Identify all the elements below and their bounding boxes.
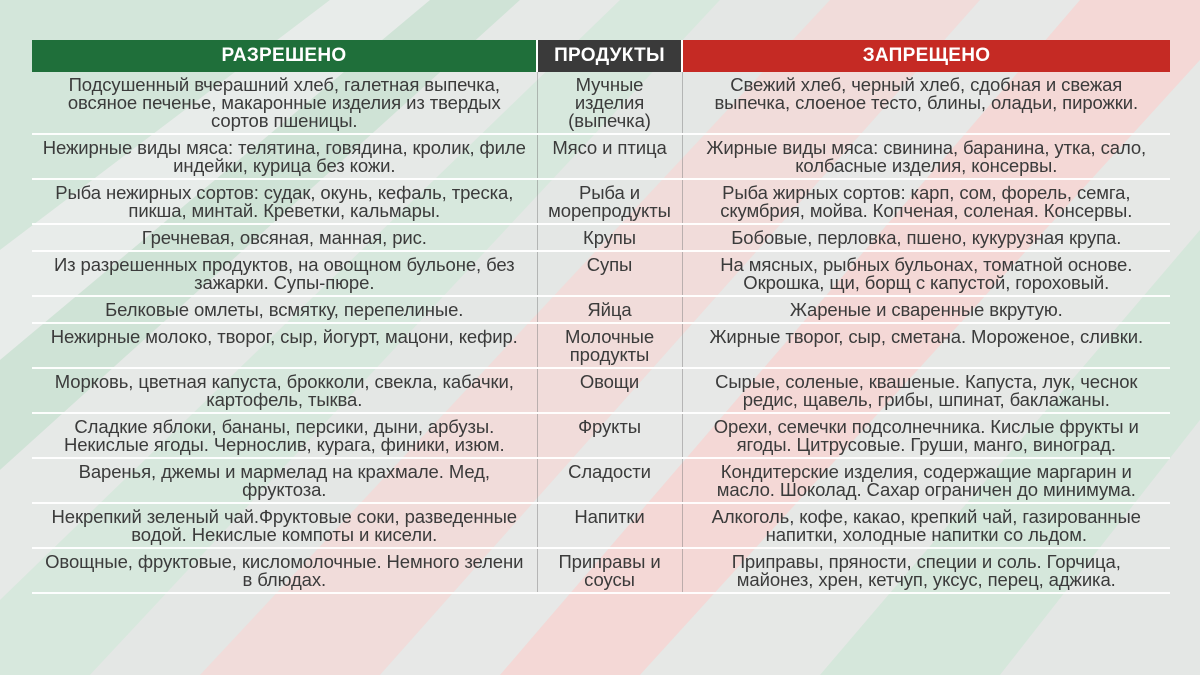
cell-forbidden: Свежий хлеб, черный хлеб, сдобная и свежая выпечка, слоеное тесто, блины, оладьи, пирожки. (682, 72, 1170, 134)
table-row (32, 296, 1170, 323)
table-row (32, 224, 1170, 251)
cell-allowed: Белковые омлеты, всмятку, перепелиные. (32, 296, 537, 323)
cell-forbidden: Жареные и сваренные вкрутую. (682, 296, 1170, 323)
diet-table (32, 40, 1170, 594)
cell-forbidden: Рыба жирных сортов: карп, сом, форель, семга, скумбрия, мойва. Копченая, соленая. Консервы. (682, 179, 1170, 224)
cell-allowed: Гречневая, овсяная, манная, рис. (32, 224, 537, 251)
table-header-row (32, 40, 1170, 72)
cell-product: Овощи (537, 368, 682, 413)
table-row (32, 179, 1170, 224)
table-row (32, 72, 1170, 134)
cell-product: Приправы и соусы (537, 548, 682, 593)
cell-product: Крупы (537, 224, 682, 251)
diet-table-container (32, 40, 1170, 594)
cell-forbidden: Орехи, семечки подсолнечника. Кислые фрукты и ягоды. Цитрусовые. Груши, манго, виноград. (682, 413, 1170, 458)
cell-forbidden: Жирные виды мяса: свинина, баранина, утка, сало, колбасные изделия, консервы. (682, 134, 1170, 179)
table-row (32, 323, 1170, 368)
cell-product: Молочные продукты (537, 323, 682, 368)
table-row (32, 503, 1170, 548)
table-row (32, 134, 1170, 179)
cell-forbidden: Сырые, соленые, квашеные. Капуста, лук, чеснок редис, щавель, грибы, шпинат, баклажаны. (682, 368, 1170, 413)
cell-allowed: Морковь, цветная капуста, брокколи, свекла, кабачки, картофель, тыква. (32, 368, 537, 413)
table-row (32, 413, 1170, 458)
cell-allowed: Нежирные виды мяса: телятина, говядина, кролик, филе индейки, курица без кожи. (32, 134, 537, 179)
table-row (32, 458, 1170, 503)
header-allowed: РАЗРЕШЕНО (32, 40, 537, 72)
cell-allowed: Рыба нежирных сортов: судак, окунь, кефаль, треска, пикша, минтай. Креветки, кальмары. (32, 179, 537, 224)
cell-product: Фрукты (537, 413, 682, 458)
header-products: ПРОДУКТЫ (537, 40, 682, 72)
cell-allowed: Варенья, джемы и мармелад на крахмале. Мед, фруктоза. (32, 458, 537, 503)
cell-product: Супы (537, 251, 682, 296)
cell-forbidden: Приправы, пряности, специи и соль. Горчица, майонез, хрен, кетчуп, уксус, перец, аджика. (682, 548, 1170, 593)
table-row (32, 251, 1170, 296)
cell-forbidden: Алкоголь, кофе, какао, крепкий чай, газированные напитки, холодные напитки со льдом. (682, 503, 1170, 548)
table-row (32, 548, 1170, 593)
cell-product: Сладости (537, 458, 682, 503)
cell-forbidden: Бобовые, перловка, пшено, кукурузная крупа. (682, 224, 1170, 251)
cell-product: Яйца (537, 296, 682, 323)
header-forbidden: ЗАПРЕЩЕНО (682, 40, 1170, 72)
cell-allowed: Овощные, фруктовые, кисломолочные. Немного зелени в блюдах. (32, 548, 537, 593)
cell-allowed: Некрепкий зеленый чай.Фруктовые соки, разведенные водой. Некислые компоты и кисели. (32, 503, 537, 548)
cell-product: Мучные изделия (выпечка) (537, 72, 682, 134)
cell-allowed: Из разрешенных продуктов, на овощном бульоне, без зажарки. Супы-пюре. (32, 251, 537, 296)
cell-product: Напитки (537, 503, 682, 548)
cell-allowed: Нежирные молоко, творог, сыр, йогурт, мацони, кефир. (32, 323, 537, 368)
cell-forbidden: На мясных, рыбных бульонах, томатной основе. Окрошка, щи, борщ с капустой, гороховый. (682, 251, 1170, 296)
cell-product: Мясо и птица (537, 134, 682, 179)
cell-allowed: Сладкие яблоки, бананы, персики, дыни, арбузы. Некислые ягоды. Чернослив, курага, финики, изюм. (32, 413, 537, 458)
cell-allowed: Подсушенный вчерашний хлеб, галетная выпечка, овсяное печенье, макаронные изделия из твердых сортов пшеницы. (32, 72, 537, 134)
table-row (32, 368, 1170, 413)
cell-product: Рыба и морепродукты (537, 179, 682, 224)
cell-forbidden: Кондитерские изделия, содержащие маргарин и масло. Шоколад. Сахар ограничен до минимума. (682, 458, 1170, 503)
cell-forbidden: Жирные творог, сыр, сметана. Мороженое, сливки. (682, 323, 1170, 368)
